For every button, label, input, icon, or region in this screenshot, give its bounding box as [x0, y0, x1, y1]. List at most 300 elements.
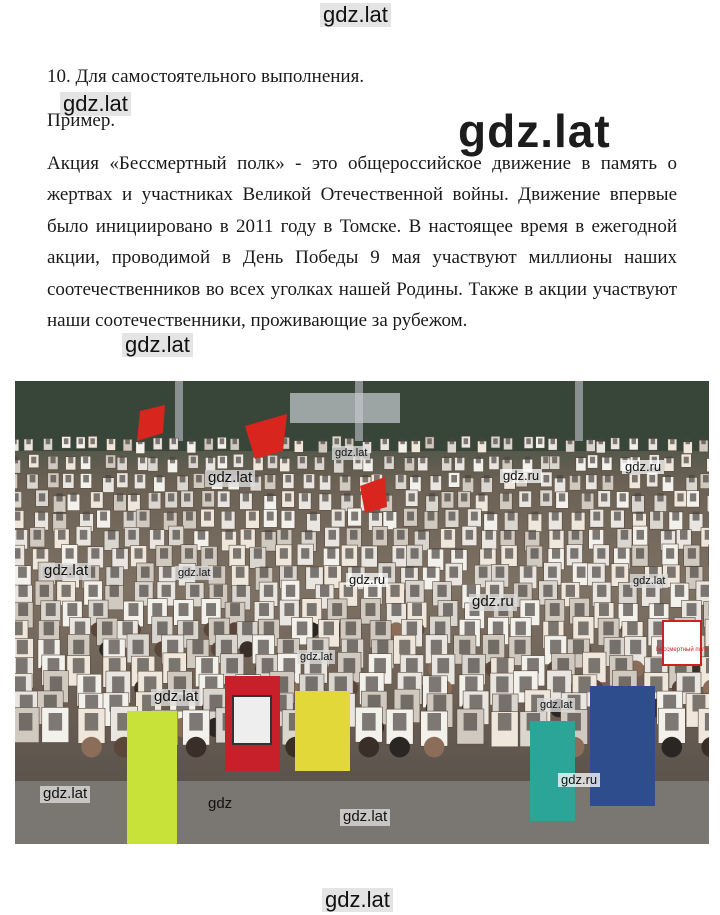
- portrait-photo: [267, 512, 274, 521]
- portrait-photo: [597, 585, 606, 597]
- portrait-photo: [491, 457, 496, 464]
- portrait-photo: [109, 640, 120, 654]
- portrait-photo: [302, 493, 308, 501]
- person-head: [81, 737, 102, 758]
- portrait-photo: [605, 475, 611, 482]
- portrait-photo: [67, 603, 77, 616]
- portrait-photo: [464, 438, 469, 444]
- portrait-photo: [225, 530, 233, 540]
- portrait-photo: [205, 548, 213, 559]
- portrait-photo: [306, 475, 312, 482]
- portrait-photo: [636, 548, 644, 559]
- portrait-photo: [346, 622, 357, 636]
- portrait-photo: [93, 603, 103, 616]
- portrait-photo: [621, 530, 629, 540]
- photo-watermark: gdz.lat: [151, 689, 201, 706]
- portrait-photo: [120, 475, 126, 482]
- portrait-photo: [548, 622, 559, 636]
- portrait-photo: [151, 493, 157, 501]
- portrait-photo: [58, 530, 66, 540]
- portrait-photo: [133, 640, 144, 654]
- portrait-photo: [632, 475, 638, 482]
- portrait-photo: [392, 603, 402, 616]
- portrait-photo: [593, 530, 601, 540]
- portrait-photo: [183, 622, 194, 636]
- portrait-photo: [163, 567, 172, 578]
- portrait-photo: [544, 475, 550, 482]
- portrait-photo: [220, 457, 225, 464]
- portrait-photo: [568, 438, 573, 444]
- watermark-bottom: gdz.lat: [322, 888, 393, 912]
- portrait-photo: [40, 585, 49, 597]
- portrait-photo: [468, 658, 480, 673]
- portrait-photo: [429, 493, 435, 501]
- portrait-photo: [201, 658, 213, 673]
- portrait-photo: [184, 493, 190, 501]
- portrait-photo: [306, 676, 318, 692]
- portrait-photo: [399, 640, 410, 654]
- portrait-photo: [525, 603, 535, 616]
- portrait-photo: [683, 676, 695, 692]
- portrait-photo: [503, 493, 509, 501]
- portrait-photo: [342, 475, 348, 482]
- portrait-photo: [15, 622, 23, 636]
- portrait-photo: [366, 676, 378, 692]
- portrait-photo: [46, 438, 51, 444]
- portrait-photo: [480, 438, 485, 444]
- portrait-photo: [665, 713, 679, 731]
- portrait-photo: [657, 493, 663, 501]
- portrait-photo: [688, 548, 696, 559]
- portrait-photo: [479, 493, 485, 501]
- portrait-photo: [575, 603, 585, 616]
- portrait-photo: [409, 493, 415, 501]
- portrait-photo: [522, 493, 528, 501]
- portrait-photo: [552, 548, 560, 559]
- portrait-photo: [604, 457, 609, 464]
- portrait-photo: [262, 658, 274, 673]
- portrait-photo: [532, 512, 539, 521]
- portrait-photo: [618, 548, 626, 559]
- portrait-photo: [498, 713, 512, 731]
- portrait-photo: [601, 493, 607, 501]
- portrait-photo: [189, 438, 194, 444]
- portrait-photo: [80, 530, 88, 540]
- portrait-photo: [484, 475, 490, 482]
- portrait-photo: [479, 567, 488, 578]
- portrait-photo: [433, 695, 446, 712]
- portrait-photo: [283, 640, 294, 654]
- portrait-photo: [191, 457, 196, 464]
- photo-watermark: gdz.lat: [205, 470, 255, 487]
- portrait-photo: [106, 475, 112, 482]
- portrait-photo: [305, 530, 313, 540]
- photo-watermark: gdz.ru: [622, 460, 664, 474]
- portrait-photo: [553, 676, 565, 692]
- portrait-photo: [139, 585, 148, 597]
- portrait-photo: [285, 493, 291, 501]
- photo-watermark: gdz.lat: [630, 574, 668, 588]
- portrait-photo: [220, 438, 225, 444]
- portrait-placard: [707, 459, 709, 472]
- portrait-photo: [701, 585, 709, 597]
- portrait-photo: [375, 622, 386, 636]
- portrait-photo: [553, 530, 561, 540]
- portrait-photo: [83, 457, 88, 464]
- portrait-photo: [38, 512, 45, 521]
- portrait-photo: [85, 713, 99, 731]
- portrait-photo: [459, 640, 470, 654]
- portrait-photo: [680, 530, 688, 540]
- portrait-photo: [141, 567, 150, 578]
- portrait-photo: [366, 603, 376, 616]
- portrait-photo: [664, 530, 672, 540]
- portrait-photo: [168, 493, 174, 501]
- photo-watermark: gdz.ru: [558, 773, 600, 787]
- portrait-photo: [117, 493, 123, 501]
- portrait-photo: [56, 512, 63, 521]
- portrait-photo: [214, 622, 225, 636]
- portrait-photo: [332, 603, 342, 616]
- portrait-photo: [108, 457, 113, 464]
- portrait-photo: [398, 475, 404, 482]
- portrait-photo: [267, 493, 273, 501]
- portrait-photo: [329, 530, 337, 540]
- portrait-photo: [335, 438, 340, 444]
- portrait-photo: [620, 493, 626, 501]
- photo-watermark: gdz.ru: [500, 469, 542, 483]
- portrait-photo: [418, 530, 426, 540]
- portrait-photo: [429, 676, 441, 692]
- portrait-photo: [457, 457, 462, 464]
- portrait-photo: [506, 438, 511, 444]
- portrait-photo: [684, 457, 689, 464]
- portrait-photo: [433, 475, 439, 482]
- portrait-photo: [155, 438, 160, 444]
- portrait-photo: [344, 493, 350, 501]
- portrait-photo: [651, 438, 656, 444]
- portrait-photo: [286, 585, 295, 597]
- portrait-photo: [116, 548, 124, 559]
- portrait-photo: [578, 622, 589, 636]
- portrait-photo: [610, 640, 621, 654]
- portrait-photo: [186, 512, 193, 521]
- portrait-photo: [465, 622, 476, 636]
- portrait-photo: [705, 713, 709, 731]
- portrait-photo: [464, 713, 478, 731]
- portrait-photo: [593, 512, 600, 521]
- portrait-photo: [508, 512, 515, 521]
- portrait-sign: [233, 696, 271, 744]
- portrait-photo: [16, 658, 28, 673]
- portrait-photo: [550, 640, 561, 654]
- portrait-photo: [236, 567, 245, 578]
- portrait-photo: [135, 548, 143, 559]
- portrait-photo: [17, 640, 28, 654]
- portrait-photo: [635, 493, 641, 501]
- person-head: [186, 737, 207, 758]
- portrait-photo: [190, 585, 199, 597]
- portrait-photo: [310, 567, 319, 578]
- portrait-photo: [297, 622, 308, 636]
- crowd-photo: [15, 381, 709, 844]
- portrait-photo: [444, 457, 449, 464]
- portrait-photo: [374, 658, 386, 673]
- portrait-photo: [128, 530, 136, 540]
- portrait-photo: [515, 622, 526, 636]
- portrait-photo: [185, 548, 193, 559]
- portrait-photo: [410, 585, 419, 597]
- portrait-photo: [281, 530, 289, 540]
- portrait-photo: [15, 676, 26, 692]
- portrait-photo: [207, 438, 212, 444]
- portrait-photo: [706, 658, 709, 673]
- portrait-photo: [94, 493, 100, 501]
- portrait-photo: [102, 622, 113, 636]
- portrait-photo: [407, 457, 412, 464]
- portrait-photo: [406, 658, 418, 673]
- portrait-photo: [152, 603, 162, 616]
- sign-caption: Бессмертный полк: [656, 647, 708, 653]
- portrait-photo: [131, 493, 137, 501]
- portrait-photo: [485, 530, 493, 540]
- portrait-photo: [572, 530, 580, 540]
- portrait-photo: [526, 438, 531, 444]
- portrait-photo: [198, 530, 206, 540]
- portrait-photo: [150, 457, 155, 464]
- portrait-photo: [230, 603, 240, 616]
- portrait-photo: [26, 438, 31, 444]
- photo-watermark: gdz.lat: [340, 809, 390, 826]
- portrait-photo: [284, 567, 293, 578]
- task-heading: 10. Для самостоятельного выполнения.: [47, 66, 365, 87]
- portrait-photo: [365, 438, 370, 444]
- photo-watermark: gdz.lat: [40, 786, 90, 803]
- portrait-photo: [690, 493, 696, 501]
- portrait-photo: [120, 457, 125, 464]
- portrait-photo: [157, 475, 163, 482]
- portrait-photo: [83, 676, 95, 692]
- portrait-photo: [49, 713, 63, 731]
- portrait-photo: [170, 457, 175, 464]
- portrait-photo: [407, 512, 414, 521]
- portrait-photo: [15, 512, 20, 521]
- portrait-photo: [173, 530, 181, 540]
- portrait-photo: [677, 493, 683, 501]
- portrait-photo: [18, 567, 27, 578]
- portrait-photo: [140, 512, 147, 521]
- portrait-photo: [221, 640, 232, 654]
- person-head: [389, 737, 410, 758]
- portrait-photo: [703, 475, 709, 482]
- portrait-photo: [259, 603, 269, 616]
- portrait-photo: [189, 713, 203, 731]
- portrait-photo: [592, 567, 601, 578]
- portrait-photo: [129, 603, 139, 616]
- portrait-photo: [649, 475, 655, 482]
- portrait-photo: [301, 548, 309, 559]
- portrait-photo: [450, 438, 455, 444]
- portrait-photo: [226, 658, 238, 673]
- portrait-photo: [557, 475, 563, 482]
- portrait-photo: [372, 512, 379, 521]
- portrait-photo: [83, 512, 90, 521]
- portrait-photo: [160, 548, 168, 559]
- portrait-photo: [654, 603, 664, 616]
- bessmertny-polk-sign: [663, 621, 701, 665]
- portrait-photo: [317, 457, 322, 464]
- photo-watermark-partial: gdz: [208, 795, 233, 812]
- portrait-photo: [19, 713, 33, 731]
- portrait-photo: [435, 622, 446, 636]
- portrait-photo: [493, 622, 504, 636]
- portrait-photo: [466, 530, 474, 540]
- portrait-photo: [465, 676, 477, 692]
- portrait-photo: [39, 493, 45, 501]
- portrait-photo: [548, 567, 557, 578]
- portrait-photo: [285, 475, 291, 482]
- portrait-photo: [50, 676, 62, 692]
- portrait-photo: [167, 512, 174, 521]
- portrait-photo: [630, 640, 641, 654]
- portrait-photo: [157, 622, 168, 636]
- watermark-paragraph-end: gdz.lat: [122, 333, 193, 357]
- photo-watermark: gdz.ru: [469, 594, 517, 611]
- portrait-photo: [66, 548, 74, 559]
- photo-watermark: gdz.lat: [41, 563, 91, 580]
- portrait-photo: [44, 622, 55, 636]
- portrait-photo: [73, 658, 85, 673]
- portrait-photo: [62, 585, 71, 597]
- portrait-photo: [437, 585, 446, 597]
- portrait-photo: [205, 493, 211, 501]
- portrait-photo: [599, 438, 604, 444]
- portrait-photo: [110, 567, 119, 578]
- portrait-photo: [162, 585, 171, 597]
- portrait-photo: [258, 640, 269, 654]
- portrait-photo: [589, 438, 594, 444]
- portrait-photo: [310, 512, 317, 521]
- portrait-photo: [327, 548, 335, 559]
- portrait-photo: [572, 475, 578, 482]
- portrait-photo: [109, 438, 114, 444]
- portrait-photo: [589, 475, 595, 482]
- portrait-photo: [428, 713, 442, 731]
- portrait-photo: [405, 567, 414, 578]
- portrait-photo: [518, 585, 527, 597]
- portrait-photo: [335, 512, 342, 521]
- portrait-photo: [603, 622, 614, 636]
- portrait-photo: [578, 676, 590, 692]
- portrait-photo: [244, 530, 252, 540]
- portrait-photo: [496, 567, 505, 578]
- person-head: [424, 737, 445, 758]
- portrait-photo: [497, 658, 509, 673]
- portrait-photo: [543, 585, 552, 597]
- portrait-photo: [112, 676, 124, 692]
- portrait-photo: [125, 438, 130, 444]
- portrait-photo: [213, 567, 222, 578]
- portrait-photo: [264, 622, 275, 636]
- portrait-photo: [407, 622, 418, 636]
- portrait-photo: [225, 512, 232, 521]
- portrait-photo: [328, 567, 337, 578]
- portrait-photo: [66, 475, 72, 482]
- portrait-photo: [461, 493, 467, 501]
- portrait-photo: [15, 457, 18, 464]
- portrait-photo: [345, 548, 353, 559]
- portrait-photo: [108, 530, 116, 540]
- portrait-photo: [242, 622, 253, 636]
- watermark-large: gdz.lat: [458, 105, 611, 157]
- portrait-photo: [397, 530, 405, 540]
- portrait-photo: [335, 676, 347, 692]
- portrait-photo: [285, 512, 292, 521]
- body-paragraph: Акция «Бессмертный полк» - это общероссийское движение в память о жертвах и участниках Великой Отечественной войны. Движение впервые было инициировано в 2011 году в Томске. В настоящее время в ежегодной акции, проводимой в День Победы 9 мая участвуют миллионы наших соотечественников во всех уголках нашей Родины. Также в акции участвуют наши соотечественники, проживающие за рубежом.: [47, 153, 677, 332]
- portrait-photo: [64, 438, 69, 444]
- portrait-photo: [538, 438, 543, 444]
- portrait-photo: [365, 548, 373, 559]
- portrait-photo: [376, 530, 384, 540]
- portrait-photo: [637, 530, 645, 540]
- person-head: [662, 737, 683, 758]
- portrait-photo: [428, 512, 435, 521]
- portrait-photo: [390, 585, 399, 597]
- portrait-photo: [437, 658, 449, 673]
- teal-jacket: [530, 721, 575, 821]
- portrait-photo: [221, 493, 227, 501]
- portrait-photo: [265, 530, 273, 540]
- photo-watermark: gdz.ru: [346, 573, 388, 587]
- portrait-photo: [393, 713, 407, 731]
- portrait-photo: [412, 603, 422, 616]
- portrait-photo: [577, 567, 586, 578]
- portrait-photo: [344, 658, 356, 673]
- portrait-photo: [701, 438, 706, 444]
- portrait-photo: [636, 512, 643, 521]
- portrait-photo: [627, 622, 638, 636]
- portrait-photo: [46, 603, 56, 616]
- portrait-photo: [653, 512, 660, 521]
- watermark-top: gdz.lat: [320, 3, 391, 27]
- portrait-photo: [686, 438, 691, 444]
- portrait-photo: [137, 475, 143, 482]
- portrait-photo: [15, 438, 17, 444]
- person-head: [359, 737, 380, 758]
- portrait-photo: [322, 475, 328, 482]
- portrait-photo: [18, 585, 27, 597]
- portrait-photo: [632, 438, 637, 444]
- portrait-photo: [488, 640, 499, 654]
- portrait-photo: [552, 512, 559, 521]
- portrait-photo: [529, 530, 537, 540]
- portrait-photo: [90, 438, 95, 444]
- blue-jacket: [590, 686, 655, 806]
- portrait-photo: [449, 567, 458, 578]
- portrait-photo: [690, 567, 699, 578]
- portrait-photo: [75, 622, 86, 636]
- portrait-photo: [666, 548, 674, 559]
- portrait-photo: [427, 438, 432, 444]
- portrait-photo: [487, 512, 494, 521]
- portrait-placard: [15, 474, 18, 489]
- portrait-photo: [693, 512, 700, 521]
- portrait-photo: [110, 585, 119, 597]
- portrait-photo: [282, 457, 287, 464]
- watermark-left: gdz.lat: [60, 92, 131, 116]
- portrait-photo: [471, 512, 478, 521]
- portrait-photo: [559, 493, 565, 501]
